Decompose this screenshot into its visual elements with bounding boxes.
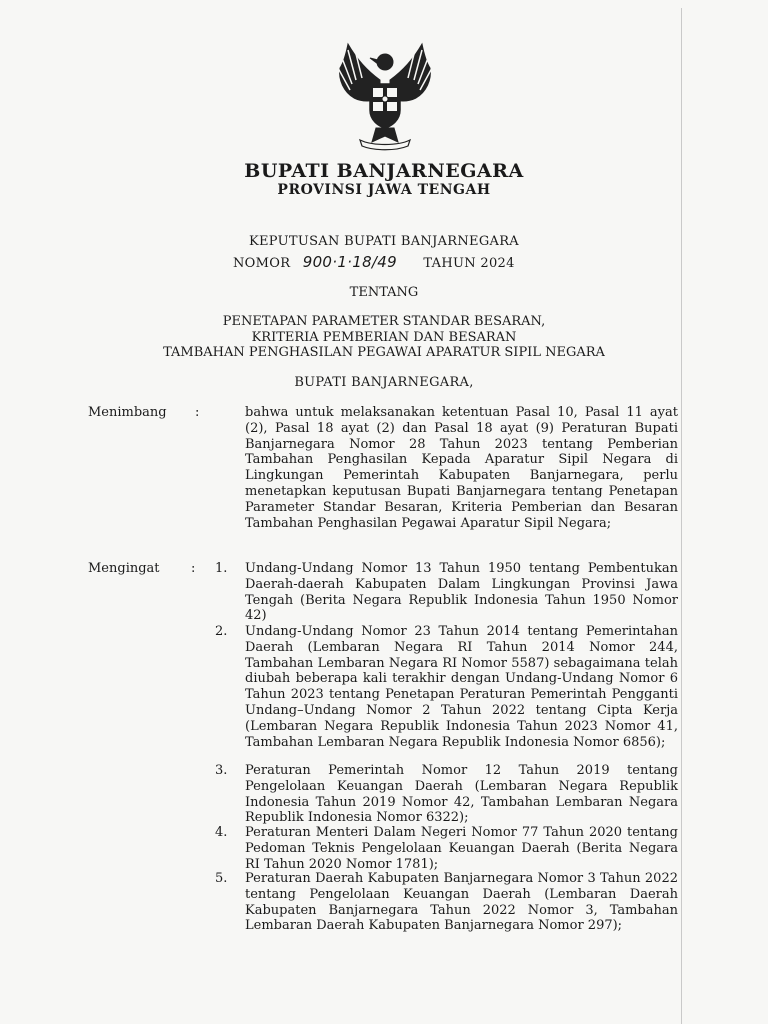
mengingat-item-4-text: Peraturan Menteri Dalam Negeri Nomor 77 Tahun 2020 tentang Pedoman Teknis Pengelolaan Keuangan Daerah (Berita Negara RI Tahun 2020 Nomor 1781);: [245, 825, 678, 872]
subject-line-1: PENETAPAN PARAMETER STANDAR BESARAN,: [222, 314, 546, 329]
mengingat-item-2-text: Undang-Undang Nomor 23 Tahun 2014 tentang Pemerintahan Daerah (Lembaran Negara RI Tahun 2014 Nomor 244, Tambahan Lembaran Negara RI Nomor 5587) sebagaimana telah diubah beberapa kali terakhir dengan Undang-Undang Nomor 6 Tahun 2023 tentang Penetapan Peraturan Pemerintah Pengganti Undang–Undang Nomor 2 Tahun 2022 tentang Cipta Kerja (Lembaran Negara Republik Indonesia Tahun 2023 Nomor 41, Tambahan Lembaran Negara Republik Indonesia Nomor 6856);: [245, 624, 678, 750]
decree-year: TAHUN 2024: [423, 256, 515, 271]
mengingat-item-1-text: Undang-Undang Nomor 13 Tahun 1950 tentang Pembentukan Daerah-daerah Kabupaten Dalam Lingkungan Provinsi Jawa Tengah (Berita Negara Republik Indonesia Tahun 1950 Nomor 42): [245, 561, 678, 624]
mengingat-colon: :: [191, 561, 196, 576]
subject-line-2: KRITERIA PEMBERIAN DAN BESARAN: [251, 330, 517, 345]
province-heading: PROVINSI JAWA TENGAH: [277, 182, 491, 198]
mengingat-item-3-number: 3.: [215, 763, 228, 778]
issuer-line: BUPATI BANJARNEGARA,: [294, 375, 474, 390]
menimbang-label: Menimbang: [88, 405, 167, 420]
decree-number-line: [233, 253, 515, 271]
mengingat-item-5-number: 5.: [215, 871, 228, 886]
regent-heading: BUPATI BANJARNEGARA: [244, 160, 524, 182]
subject-line-3: TAMBAHAN PENGHASILAN PEGAWAI APARATUR SIPIL NEGARA: [163, 345, 605, 360]
garuda-emblem-icon: [326, 40, 444, 152]
decree-title: KEPUTUSAN BUPATI BANJARNEGARA: [248, 234, 519, 249]
mengingat-item-2-number: 2.: [215, 624, 228, 639]
mengingat-item-1-number: 1.: [215, 561, 228, 576]
mengingat-label: Mengingat: [88, 561, 160, 576]
menimbang-colon: :: [195, 405, 200, 420]
handwritten-number: 900·1·18/49: [302, 253, 397, 271]
mengingat-item-3-text: Peraturan Pemerintah Nomor 12 Tahun 2019 tentang Pengelolaan Keuangan Daerah (Lembaran Negara Republik Indonesia Tahun 2019 Nomor 42, Tambahan Lembaran Negara Republik Indonesia Nomor 6322);: [245, 763, 678, 826]
nomor-label: NOMOR: [233, 256, 291, 271]
mengingat-item-5-text: Peraturan Daerah Kabupaten Banjarnegara Nomor 3 Tahun 2022 tentang Pengelolaan Keuangan Daerah (Lembaran Daerah Kabupaten Banjarnegara Tahun 2022 Nomor 3, Tambahan Lembaran Daerah Kabupaten Banjarnegara Nomor 297);: [245, 871, 678, 934]
mengingat-item-4-number: 4.: [215, 825, 228, 840]
menimbang-text: bahwa untuk melaksanakan ketentuan Pasal 10, Pasal 11 ayat (2), Pasal 18 ayat (2) dan Pasal 18 ayat (9) Peraturan Bupati Banjarnegara Nomor 28 Tahun 2023 tentang Pemberian Tambahan Penghasilan Kepada Aparatur Sipil Negara di Lingkungan Pemerintah Kabupaten Banjarnegara, perlu menetapkan keputusan Bupati Banjarnegara tentang Penetapan Parameter Standar Besaran, Kriteria Pemberian dan Besaran Tambahan Penghasilan Pegawai Aparatur Sipil Negara;: [245, 405, 678, 531]
tentang-label: TENTANG: [349, 285, 419, 300]
